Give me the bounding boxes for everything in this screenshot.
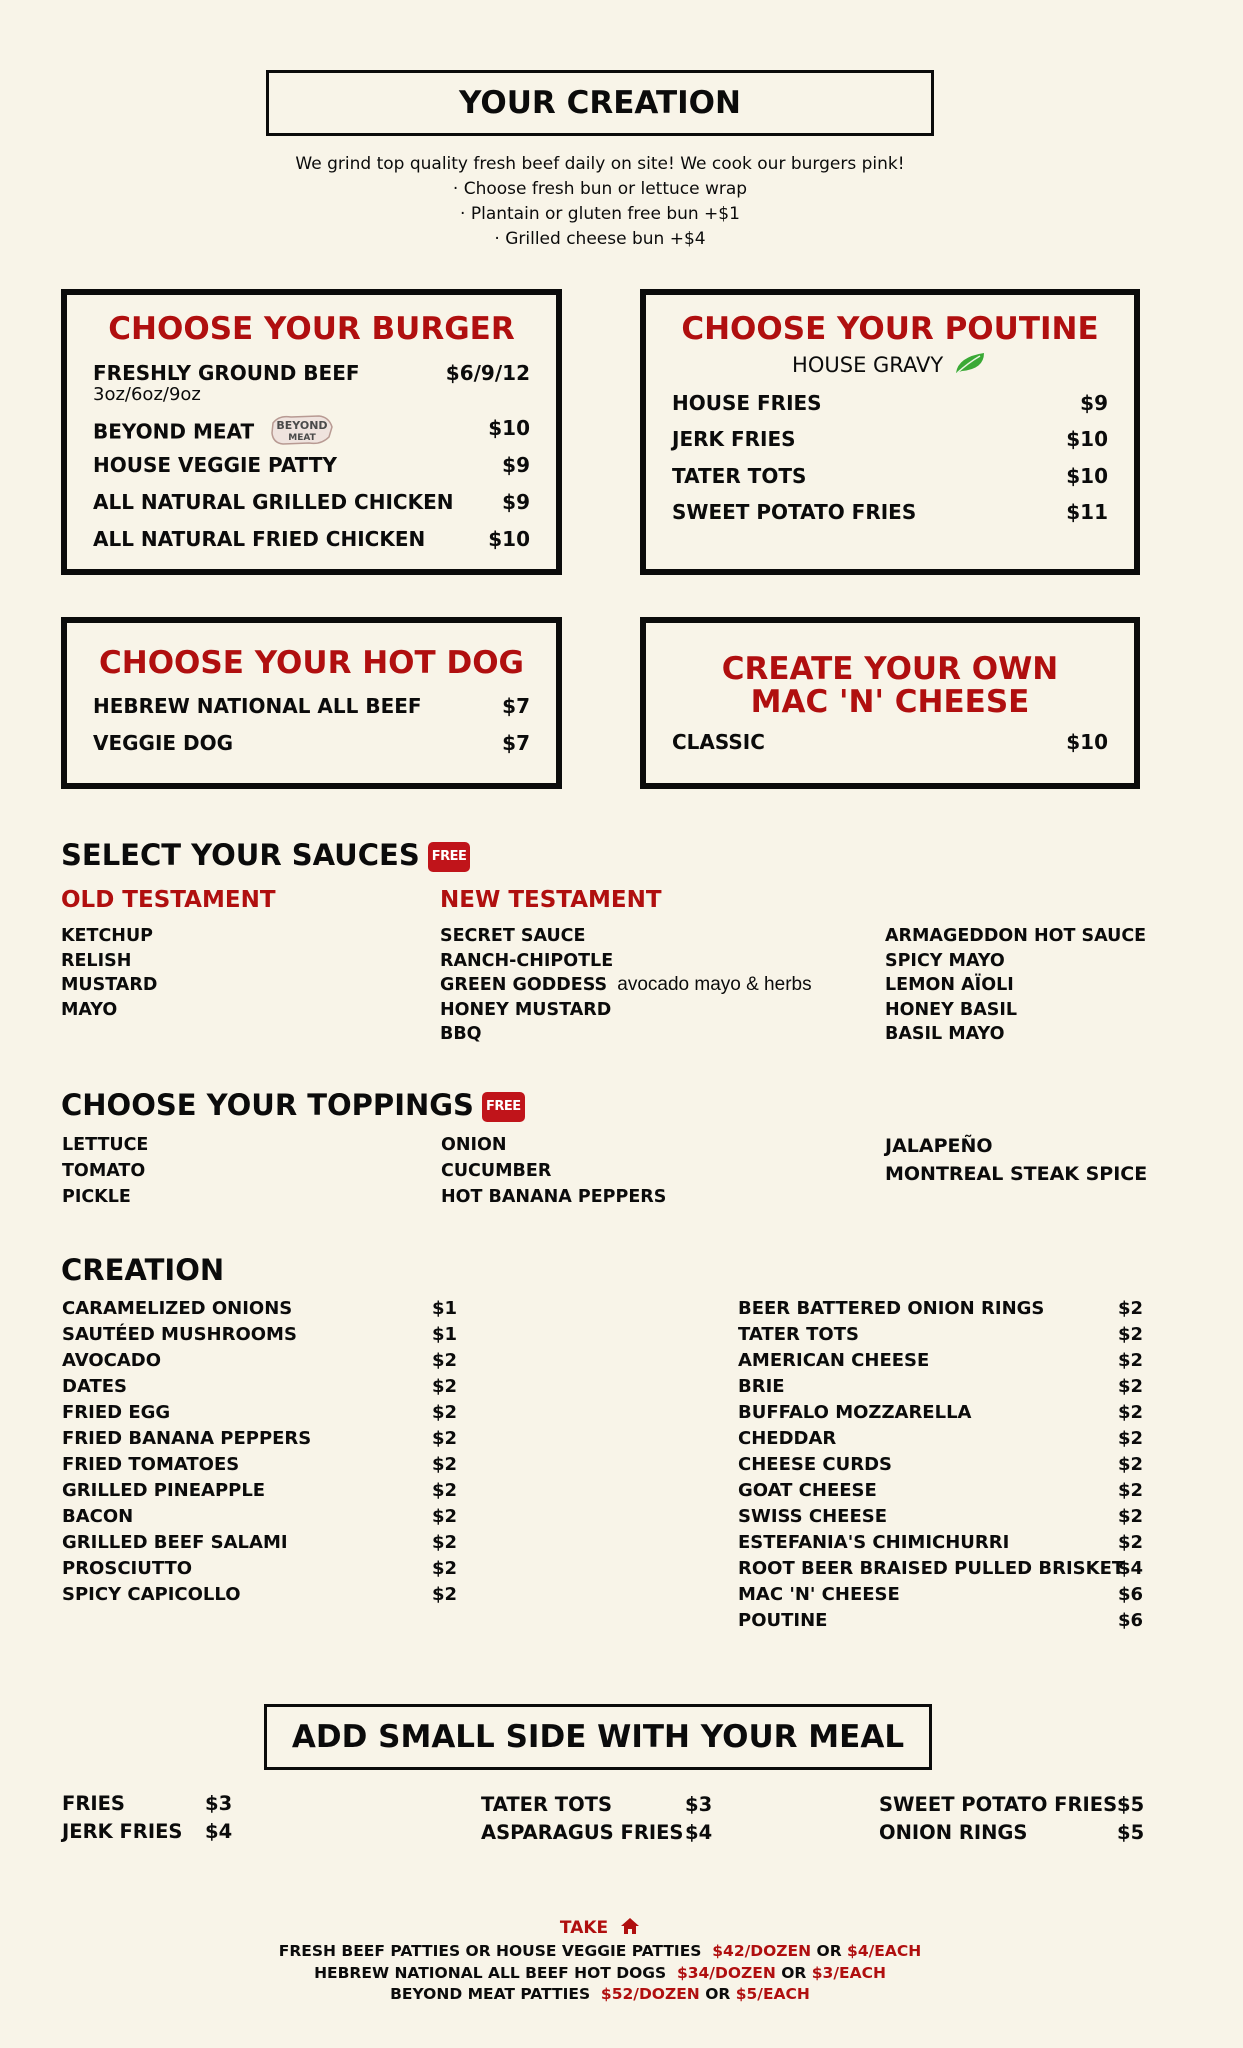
creation-title: CREATION [61, 1253, 225, 1287]
menu-item [672, 427, 1108, 451]
intro-line: · Grilled cheese bun +$4 [494, 229, 706, 249]
item-price: $6 [1118, 1584, 1144, 1605]
list-item: MONTREAL STEAK SPICE [885, 1163, 1148, 1185]
item-price: $2 [432, 1376, 458, 1397]
new-sauce-list [440, 924, 812, 1047]
item-price: $9 [502, 490, 530, 514]
beyond-meat-logo [269, 413, 335, 447]
mac-box [640, 617, 1140, 789]
sauce-name: GREEN GODDESS [440, 975, 608, 995]
item-price: $9 [1080, 391, 1108, 415]
list-item [62, 1452, 462, 1478]
list-item: PICKLE [62, 1187, 131, 1207]
or-text: OR [705, 1985, 731, 2003]
item-name: GRILLED PINEAPPLE [62, 1480, 266, 1501]
list-item: ONION [441, 1135, 507, 1155]
item-price: $1 [432, 1324, 458, 1345]
free-badge: FREE [482, 1092, 525, 1122]
toppings-col1 [62, 1132, 148, 1210]
list-item: TOMATO [62, 1161, 146, 1181]
item-name: PROSCIUTTO [62, 1558, 193, 1579]
list-item [62, 1556, 462, 1582]
item-name: ASPARAGUS FRIES [481, 1821, 684, 1844]
dozen-price: $52/DOZEN [600, 1985, 700, 2003]
list-item [738, 1478, 1144, 1504]
item-price: $2 [432, 1428, 458, 1449]
list-item: RANCH-CHIPOTLE [440, 950, 614, 971]
menu-item [93, 416, 530, 450]
take-title: TAKE [559, 1918, 609, 1938]
item-price: $2 [1118, 1298, 1144, 1319]
item-name: CLASSIC [672, 730, 765, 754]
menu-item [93, 527, 530, 551]
item-price: $2 [432, 1558, 458, 1579]
take-item: FRESH BEEF PATTIES OR HOUSE VEGGIE PATTIES [278, 1942, 702, 1960]
menu-item [93, 694, 530, 718]
item-name: JERK FRIES [62, 1820, 183, 1843]
list-item: HOT BANANA PEPPERS [441, 1187, 667, 1207]
item-name: TATER TOTS [738, 1324, 859, 1345]
item-name: GOAT CHEESE [738, 1480, 877, 1501]
item-name: HEBREW NATIONAL ALL BEEF [93, 694, 422, 718]
item-price: $4 [205, 1820, 233, 1843]
item-price: $10 [1066, 427, 1108, 451]
list-item [62, 1818, 262, 1846]
take-home-heading [0, 1917, 1200, 1941]
list-item [738, 1504, 1144, 1530]
list-item [62, 1400, 462, 1426]
sides-title-box [264, 1704, 932, 1770]
list-item [62, 1322, 462, 1348]
toppings-col2 [441, 1132, 666, 1210]
burger-box [61, 289, 562, 575]
item-name: BEYOND MEAT [93, 419, 255, 444]
item-price: $1 [432, 1298, 458, 1319]
hotdog-title: CHOOSE YOUR HOT DOG [99, 645, 524, 681]
take-item: BEYOND MEAT PATTIES [390, 1985, 591, 2003]
item-price: $2 [432, 1480, 458, 1501]
list-item [62, 1478, 462, 1504]
item-name: CARAMELIZED ONIONS [62, 1298, 293, 1319]
or-text: OR [781, 1963, 807, 1982]
burger-title: CHOOSE YOUR BURGER [108, 311, 515, 347]
item-price: $2 [432, 1584, 458, 1605]
menu-item [93, 731, 530, 755]
intro-line: We grind top quality fresh beef daily on site! We cook our burgers pink! [295, 154, 905, 174]
header-title-box [266, 70, 934, 136]
item-price: $2 [1118, 1376, 1144, 1397]
menu-item [93, 453, 530, 477]
list-item [62, 1374, 462, 1400]
item-price: $2 [432, 1350, 458, 1371]
item-name: ESTEFANIA'S CHIMICHURRI [738, 1532, 1010, 1553]
menu-item [672, 464, 1108, 488]
list-item: LETTUCE [62, 1135, 149, 1155]
item-name: DATES [62, 1376, 128, 1397]
sauce-note: avocado mayo & herbs [617, 974, 812, 995]
item-price: $11 [1066, 500, 1108, 524]
item-name: GRILLED BEEF SALAMI [62, 1532, 288, 1553]
item-name: HOUSE VEGGIE PATTY [93, 453, 338, 477]
list-item [62, 1582, 462, 1608]
list-item [738, 1348, 1144, 1374]
item-price: $5 [1117, 1793, 1145, 1816]
item-price: $2 [432, 1506, 458, 1527]
sides-col2 [481, 1791, 741, 1847]
new-testament-title: NEW TESTAMENT [440, 887, 662, 913]
item-name: CHEDDAR [738, 1428, 837, 1449]
leaf-icon [954, 351, 988, 381]
item-name: VEGGIE DOG [93, 731, 234, 755]
item-price: $2 [1118, 1402, 1144, 1423]
item-name: SWISS CHEESE [738, 1506, 888, 1527]
list-item [738, 1530, 1144, 1556]
mac-title-line1: CREATE YOUR OWN [721, 651, 1059, 687]
poutine-title: CHOOSE YOUR POUTINE [681, 311, 1099, 347]
item-name: ALL NATURAL GRILLED CHICKEN [93, 490, 454, 514]
list-item: BASIL MAYO [885, 1024, 1005, 1044]
item-name: FRIED EGG [62, 1402, 171, 1423]
list-item [481, 1819, 741, 1847]
item-name: TATER TOTS [481, 1793, 613, 1816]
item-name: SWEET POTATO FRIES [879, 1793, 1118, 1816]
intro-text [0, 152, 1200, 252]
sauces-title: SELECT YOUR SAUCES [61, 838, 420, 872]
menu-item [672, 730, 1108, 754]
item-price: $4 [685, 1821, 713, 1844]
item-name: JERK FRIES [672, 427, 796, 451]
list-item [738, 1582, 1144, 1608]
svg-text:BEYOND: BEYOND [276, 419, 328, 432]
list-item [62, 1426, 462, 1452]
each-price: $3/EACH [811, 1963, 886, 1982]
list-item: JALAPEÑO [885, 1135, 993, 1157]
item-price: $7 [502, 731, 530, 755]
list-item: CUCUMBER [441, 1161, 552, 1181]
poutine-box [640, 289, 1140, 575]
item-name: FRESHLY GROUND BEEF [93, 361, 360, 385]
item-price: $6 [1118, 1610, 1144, 1631]
page-title: YOUR CREATION [459, 85, 741, 121]
take-home-line [0, 1941, 1200, 1963]
list-item: HONEY MUSTARD [440, 999, 612, 1020]
list-item [62, 1530, 462, 1556]
list-item [738, 1452, 1144, 1478]
list-item [879, 1819, 1149, 1847]
item-name: BACON [62, 1506, 134, 1527]
item-name: BEER BATTERED ONION RINGS [738, 1298, 1045, 1319]
item-name: POUTINE [738, 1610, 828, 1631]
item-price: $10 [1066, 464, 1108, 488]
item-name: SPICY CAPICOLLO [62, 1584, 241, 1605]
item-price: $2 [1118, 1532, 1144, 1553]
item-name: BUFFALO MOZZARELLA [738, 1402, 972, 1423]
menu-item [93, 490, 530, 514]
list-item [62, 1296, 462, 1322]
item-name: ROOT BEER BRAISED PULLED BRISKET [738, 1558, 1125, 1579]
dozen-price: $34/DOZEN [676, 1963, 776, 1982]
list-item [738, 1400, 1144, 1426]
menu-item [672, 500, 1108, 524]
item-name: HOUSE FRIES [672, 391, 822, 415]
mac-title-line2: MAC 'N' CHEESE [750, 684, 1030, 720]
list-item [738, 1322, 1144, 1348]
item-price: $2 [432, 1454, 458, 1475]
list-item: SPICY MAYO [885, 950, 1005, 971]
creation-left-list [62, 1296, 462, 1608]
dozen-price: $42/DOZEN [712, 1942, 812, 1960]
list-item: LEMON AÏOLI [885, 975, 1014, 995]
list-item [62, 1790, 262, 1818]
each-price: $4/EACH [847, 1942, 922, 1960]
each-price: $5/EACH [735, 1985, 810, 2003]
sides-col1 [62, 1790, 262, 1846]
list-item: KETCHUP [61, 926, 153, 946]
list-item [481, 1791, 741, 1819]
item-price: $2 [1118, 1324, 1144, 1345]
sides-col3 [879, 1791, 1149, 1847]
list-item: MAYO [61, 999, 118, 1020]
list-item [738, 1296, 1144, 1322]
item-name: AMERICAN CHEESE [738, 1350, 930, 1371]
item-name: ONION RINGS [879, 1821, 1028, 1844]
take-item: HEBREW NATIONAL ALL BEEF HOT DOGS [314, 1963, 667, 1982]
toppings-col3 [885, 1132, 1147, 1188]
list-item [62, 1348, 462, 1374]
item-price: $2 [1118, 1454, 1144, 1475]
toppings-heading [61, 1089, 525, 1122]
free-badge: FREE [428, 842, 471, 872]
old-sauce-list [61, 924, 157, 1022]
house-gravy-label: HOUSE GRAVY [792, 353, 944, 377]
svg-text:MEAT: MEAT [288, 433, 316, 443]
list-item: BBQ [440, 1024, 482, 1044]
item-name: SAUTÉED MUSHROOMS [62, 1324, 297, 1345]
old-testament-title: OLD TESTAMENT [61, 887, 276, 913]
creation-right-list [738, 1296, 1144, 1634]
poutine-subtitle [646, 351, 1134, 381]
take-home-line [0, 1963, 1200, 1985]
item-price: $2 [1118, 1506, 1144, 1527]
item-name: FRIED BANANA PEPPERS [62, 1428, 312, 1449]
item-price: $2 [1118, 1480, 1144, 1501]
toppings-title: CHOOSE YOUR TOPPINGS [61, 1088, 474, 1122]
item-price: $6/9/12 [445, 361, 530, 385]
sauces-heading [61, 839, 470, 872]
item-price: $10 [1066, 730, 1108, 754]
sides-title: ADD SMALL SIDE WITH YOUR MEAL [291, 1719, 905, 1755]
list-item: HONEY BASIL [885, 999, 1018, 1020]
item-price: $7 [502, 694, 530, 718]
or-text: OR [816, 1942, 842, 1960]
item-name: SWEET POTATO FRIES [672, 500, 917, 524]
list-item: ARMAGEDDON HOT SAUCE [885, 926, 1147, 946]
take-home-section [0, 1917, 1200, 2006]
list-item: MUSTARD [61, 975, 158, 995]
intro-line: · Plantain or gluten free bun +$1 [460, 204, 740, 224]
menu-item [93, 361, 530, 385]
item-price: $2 [1118, 1428, 1144, 1449]
list-item [738, 1426, 1144, 1452]
item-name: TATER TOTS [672, 464, 807, 488]
item-price: $10 [488, 527, 530, 551]
take-home-line [0, 1984, 1200, 2006]
right-sauce-list [885, 924, 1146, 1047]
item-price: $3 [205, 1792, 233, 1815]
item-name: MAC 'N' CHEESE [738, 1584, 900, 1605]
item-price: $9 [502, 453, 530, 477]
home-icon [620, 1917, 640, 1941]
item-price: $10 [488, 416, 530, 440]
item-name: CHEESE CURDS [738, 1454, 892, 1475]
item-name: FRIED TOMATOES [62, 1454, 240, 1475]
item-price: $4 [1118, 1558, 1144, 1579]
list-item [738, 1556, 1144, 1582]
item-name: BRIE [738, 1376, 785, 1397]
list-item [738, 1608, 1144, 1634]
item-price: $5 [1117, 1821, 1145, 1844]
item-price: $2 [432, 1532, 458, 1553]
list-item: RELISH [61, 950, 132, 971]
item-name: AVOCADO [62, 1350, 162, 1371]
list-item [440, 973, 812, 998]
item-name: ALL NATURAL FRIED CHICKEN [93, 527, 426, 551]
list-item [62, 1504, 462, 1530]
intro-line: · Choose fresh bun or lettuce wrap [452, 179, 748, 199]
item-note: 3oz/6oz/9oz [93, 384, 201, 405]
menu-item [672, 391, 1108, 415]
item-name: FRIES [62, 1792, 125, 1815]
item-price: $3 [685, 1793, 713, 1816]
hotdog-box [61, 617, 562, 789]
item-price: $2 [432, 1402, 458, 1423]
item-price: $2 [1118, 1350, 1144, 1371]
list-item [738, 1374, 1144, 1400]
list-item: SECRET SAUCE [440, 926, 586, 946]
list-item [879, 1791, 1149, 1819]
